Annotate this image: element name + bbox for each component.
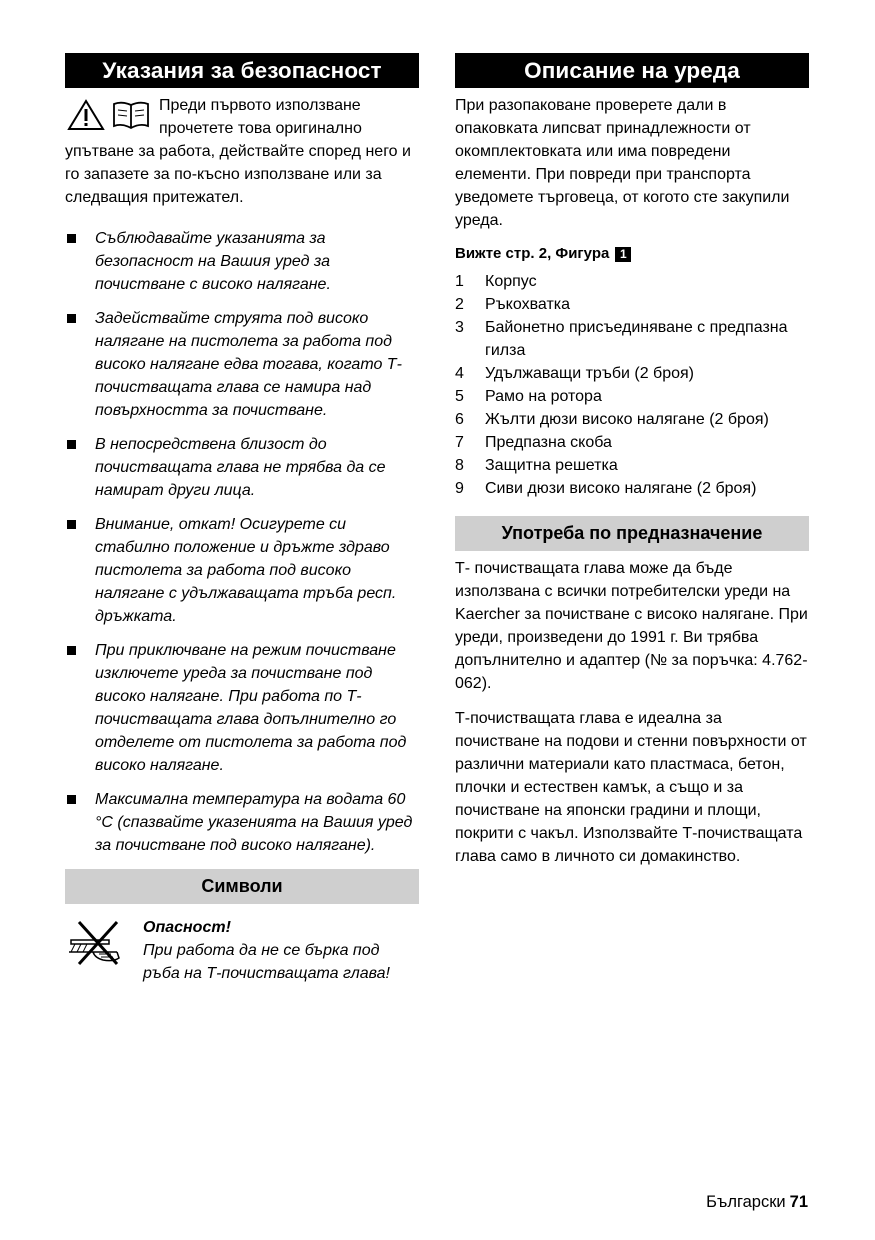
bullet-square-icon xyxy=(67,646,76,655)
warning-triangle-icon xyxy=(67,99,105,131)
bullet-square-icon xyxy=(67,234,76,243)
list-item: 8 Защитна решетка xyxy=(455,457,618,474)
parts-list xyxy=(455,270,809,500)
list-item: При приключване на режим почистване изключете уреда за почистване под високо налягане. При работа по Т-почистващата глава допълнително го отделете от пистолета за работа под високо налягане. xyxy=(65,639,419,777)
list-item: Съблюдавайте указанията за безопасност на Вашия уред за почистване с високо налягане. xyxy=(65,227,419,296)
left-column xyxy=(65,53,419,985)
safety-header: Указания за безопасност xyxy=(65,53,419,88)
usage-header: Употреба по предназначение xyxy=(455,516,809,551)
list-item: Внимание, откат! Осигурете си стабилно положение и дръжте здраво пистолета за работа под високо налягане с удължаващата тръба респ. дръжката. xyxy=(65,513,419,628)
danger-title: Опасност! xyxy=(143,919,231,936)
list-item: 3 Байонетно присъединяване с предпазна гилза xyxy=(455,319,788,359)
figure-number-badge: 1 xyxy=(615,247,631,262)
no-hand-under-edge-icon xyxy=(65,918,127,966)
danger-symbol xyxy=(65,916,419,985)
safety-intro-text: Преди първото използване прочетете това оригинално упътване за работа, действайте според него и го запазете за по-късно използване или за следващия притежател. xyxy=(65,97,411,206)
safety-list xyxy=(65,227,419,857)
danger-text: При работа да не се бърка под ръба на Т-почистващата глава! xyxy=(143,942,390,982)
manual-book-icon xyxy=(111,99,151,131)
usage-paragraph-2: Т-почистващата глава е идеална за почистване на подови и стенни повърхности от различни материали като пластмаса, бетон, плочки и естествен камък, а също и за почистване на японски градини и площи, покрити с чакъл. Използвайте Т-почистващата глава само в личното си домакинство. xyxy=(455,710,807,865)
bullet-square-icon xyxy=(67,520,76,529)
warning-icons xyxy=(67,99,151,131)
bullet-square-icon xyxy=(67,795,76,804)
symbols-header: Символи xyxy=(65,869,419,904)
list-item: Максимална температура на водата 60 °C (спазвайте указенията на Вашия уред за почистване под високо налягане). xyxy=(65,788,419,857)
list-item: 6 Жълти дюзи високо налягане (2 броя) xyxy=(455,411,769,428)
list-item: 2 Ръкохватка xyxy=(455,296,571,313)
figure-reference-text: Вижте стр. 2, Фигура xyxy=(455,245,610,262)
list-item: Задействайте струята под високо налягане на пистолета за работа под високо налягане едва тогава, когато Т-почистващата глава се намира над повърхността за почистване. xyxy=(65,307,419,422)
usage-paragraph-1: Т- почистващата глава може да бъде използвана с всички потребителски уреди на Kaercher за почистване с високо налягане. При уреди, произведени до 1991 г. Ви трябва допълнително и адаптер (№ за поръчка: 4.762-062). xyxy=(455,560,808,692)
list-item: В непосредствена близост до почистващата глава не трябва да се намират други лица. xyxy=(65,433,419,502)
footer-language: Български xyxy=(706,1193,786,1211)
right-column xyxy=(455,53,809,868)
list-item: 5 Рамо на ротора xyxy=(455,388,602,405)
description-header: Описание на уреда xyxy=(455,53,809,88)
description-intro: При разопаковане проверете дали в опаковката липсват принадлежности от окомплектовката или има повредени елементи. При повреди при транспорта уведомете търговеца, от когото сте закупили уреда. xyxy=(455,97,790,229)
no-hand-under-edge-icon-wrap xyxy=(65,916,143,985)
figure-reference xyxy=(455,244,809,264)
bullet-square-icon xyxy=(67,314,76,323)
bullet-square-icon xyxy=(67,440,76,449)
list-item: 9 Сиви дюзи високо налягане (2 броя) xyxy=(455,480,757,497)
list-item: 7 Предпазна скоба xyxy=(455,434,612,451)
page-number: 71 xyxy=(789,1193,808,1211)
list-item: 4 Удължаващи тръби (2 броя) xyxy=(455,365,694,382)
danger-text-block xyxy=(143,916,419,985)
list-item: 1 Корпус xyxy=(455,273,537,290)
page-footer xyxy=(706,1193,808,1212)
safety-intro xyxy=(65,94,419,209)
